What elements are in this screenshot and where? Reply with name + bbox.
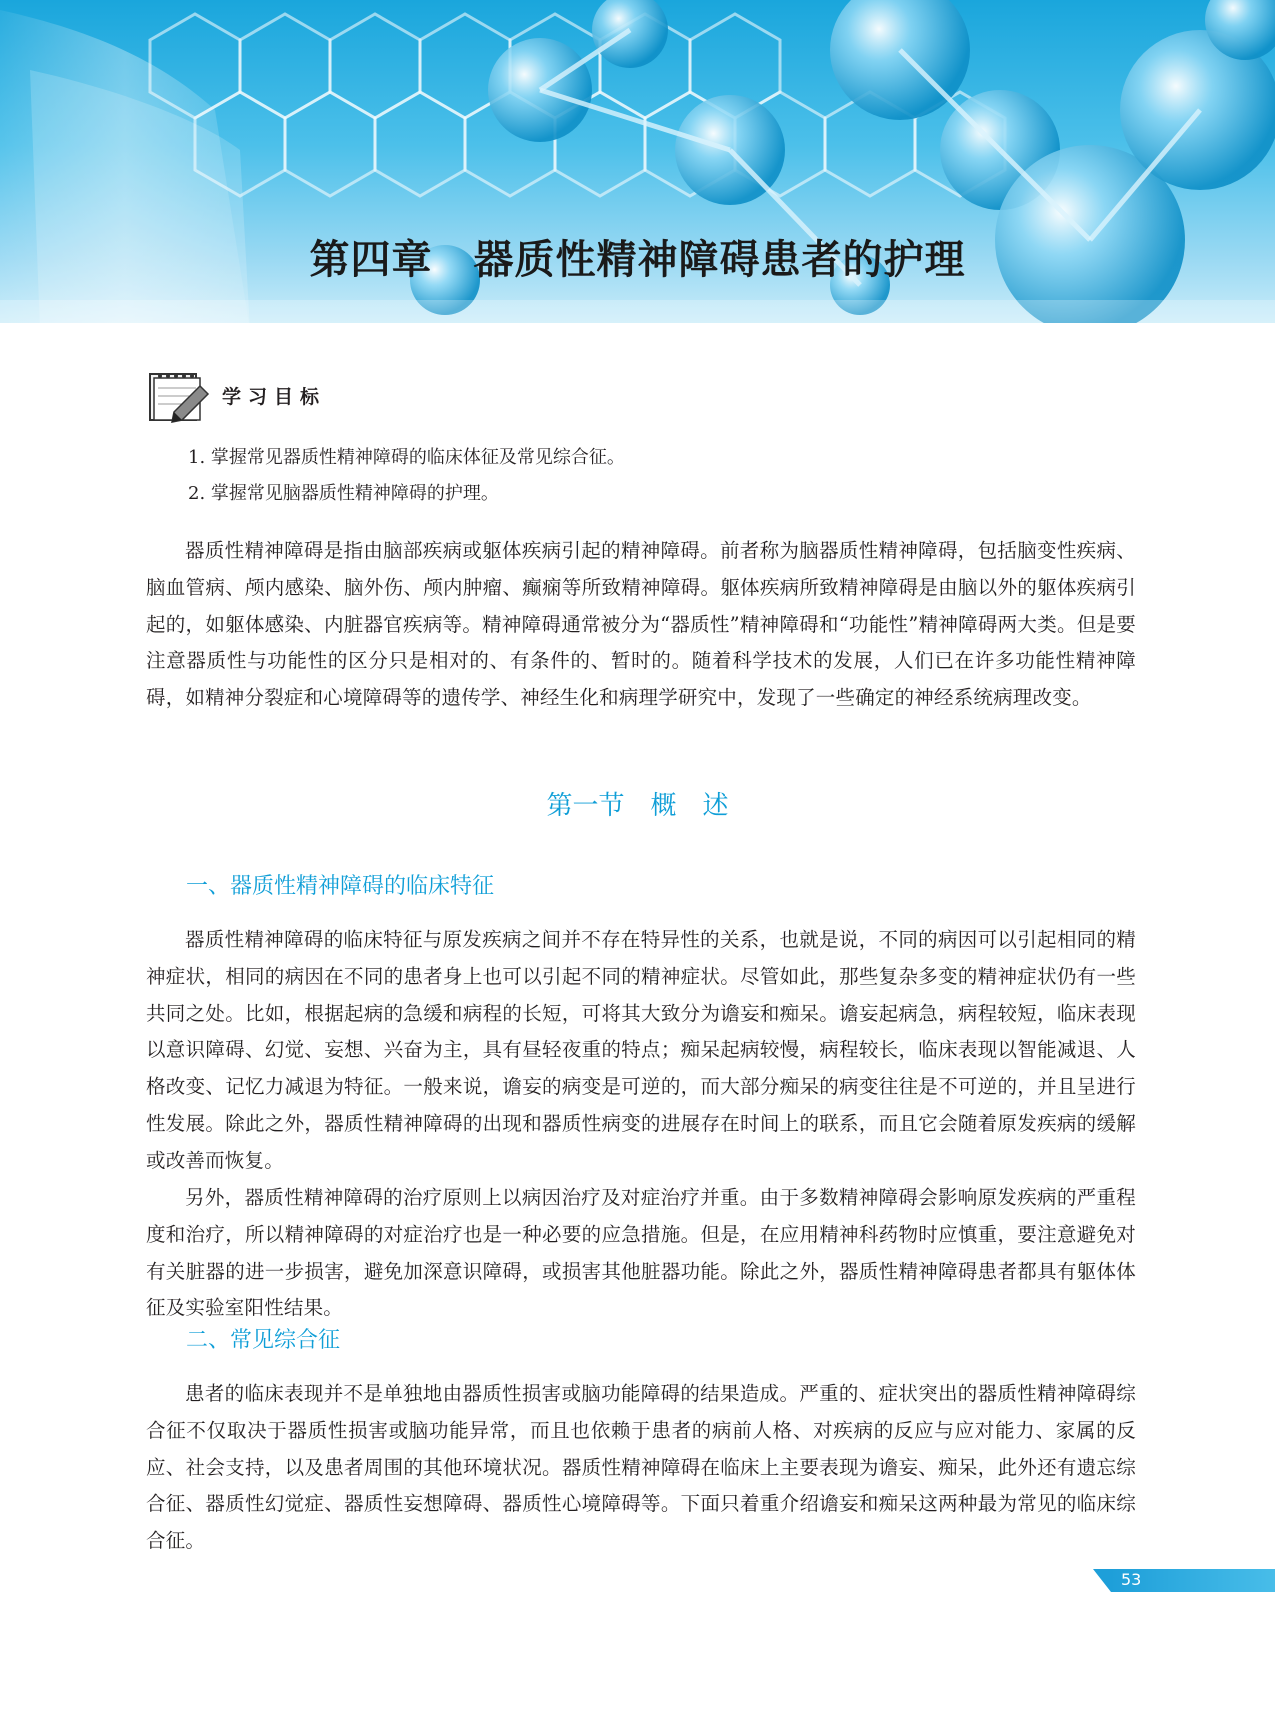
learning-objectives-list xyxy=(188,440,625,512)
clinical-features-paragraph-1: 器质性精神障碍的临床特征与原发疾病之间并不存在特异性的关系，也就是说，不同的病因可以引起相同的精神症状，相同的病因在不同的患者身上也可以引起不同的精神症状。尽管如此，那些复杂多变的精神症状仍有一些共同之处。比如，根据起病的急缓和病程的长短，可将其大致分为谵妄和痴呆。谵妄起病急，病程较短，临床表现以意识障碍、幻觉、妄想、兴奋为主，具有昼轻夜重的特点；痴呆起病较慢，病程较长，临床表现以智能减退、人格改变、记忆力减退为特征。一般来说，谵妄的病变是可逆的，而大部分痴呆的病变往往是不可逆的，并且呈进行性发展。除此之外，器质性精神障碍的出现和器质性病变的进展存在时间上的联系，而且它会随着原发疾病的缓解或改善而恢复。 xyxy=(146,928,1136,1172)
common-syndromes-paragraph: 患者的临床表现并不是单独地由器质性损害或脑功能障碍的结果造成。严重的、症状突出的器质性精神障碍综合征不仅取决于器质性损害或脑功能异常，而且也依赖于患者的病前人格、对疾病的反应与应对能力、家属的反应、社会支持，以及患者周围的其他环境状况。器质性精神障碍在临床上主要表现为谵妄、痴呆，此外还有遗忘综合征、器质性幻觉症、器质性妄想障碍、器质性心境障碍等。下面只着重介绍谵妄和痴呆这两种最为常见的临床综合征。 xyxy=(146,1382,1136,1553)
page-number-bar xyxy=(1111,1569,1275,1592)
learning-objectives-title: 学习目标 xyxy=(222,386,327,408)
chapter-title: 第四章 器质性精神障碍患者的护理 xyxy=(309,236,966,283)
section-title: 第一节 概 述 xyxy=(546,791,729,821)
objective-item: 2. 掌握常见脑器质性精神障碍的护理。 xyxy=(188,483,499,504)
subsection-title-clinical-features: 一、器质性精神障碍的临床特征 xyxy=(186,874,495,899)
notepad-pencil-icon xyxy=(146,368,212,424)
chapter-banner xyxy=(0,0,1275,323)
objective-item: 1. 掌握常见器质性精神障碍的临床体征及常见综合征。 xyxy=(188,447,625,468)
clinical-features-paragraph-2: 另外，器质性精神障碍的治疗原则上以病因治疗及对症治疗并重。由于多数精神障碍会影响原发疾病的严重程度和治疗，所以精神障碍的对症治疗也是一种必要的应急措施。但是，在应用精神科药物时应慎重，要注意避免对有关脏器的进一步损害，避免加深意识障碍，或损害其他脏器功能。除此之外，器质性精神障碍患者都具有躯体体征及实验室阳性结果。 xyxy=(146,1186,1136,1320)
subsection-title-common-syndromes: 二、常见综合征 xyxy=(186,1328,341,1353)
page-number: 53 xyxy=(1121,1570,1142,1589)
intro-paragraph: 器质性精神障碍是指由脑部疾病或躯体疾病引起的精神障碍。前者称为脑器质性精神障碍，包括脑变性疾病、脑血管病、颅内感染、脑外伤、颅内肿瘤、癫痫等所致精神障碍。躯体疾病所致精神障碍是由脑以外的躯体疾病引起的，如躯体感染、内脏器官疾病等。精神障碍通常被分为“器质性”精神障碍和“功能性”精神障碍两大类。但是要注意器质性与功能性的区分只是相对的、有条件的、暂时的。随着科学技术的发展，人们已在许多功能性精神障碍，如精神分裂症和心境障碍等的遗传学、神经生化和病理学研究中，发现了一些确定的神经系统病理改变。 xyxy=(146,539,1136,710)
